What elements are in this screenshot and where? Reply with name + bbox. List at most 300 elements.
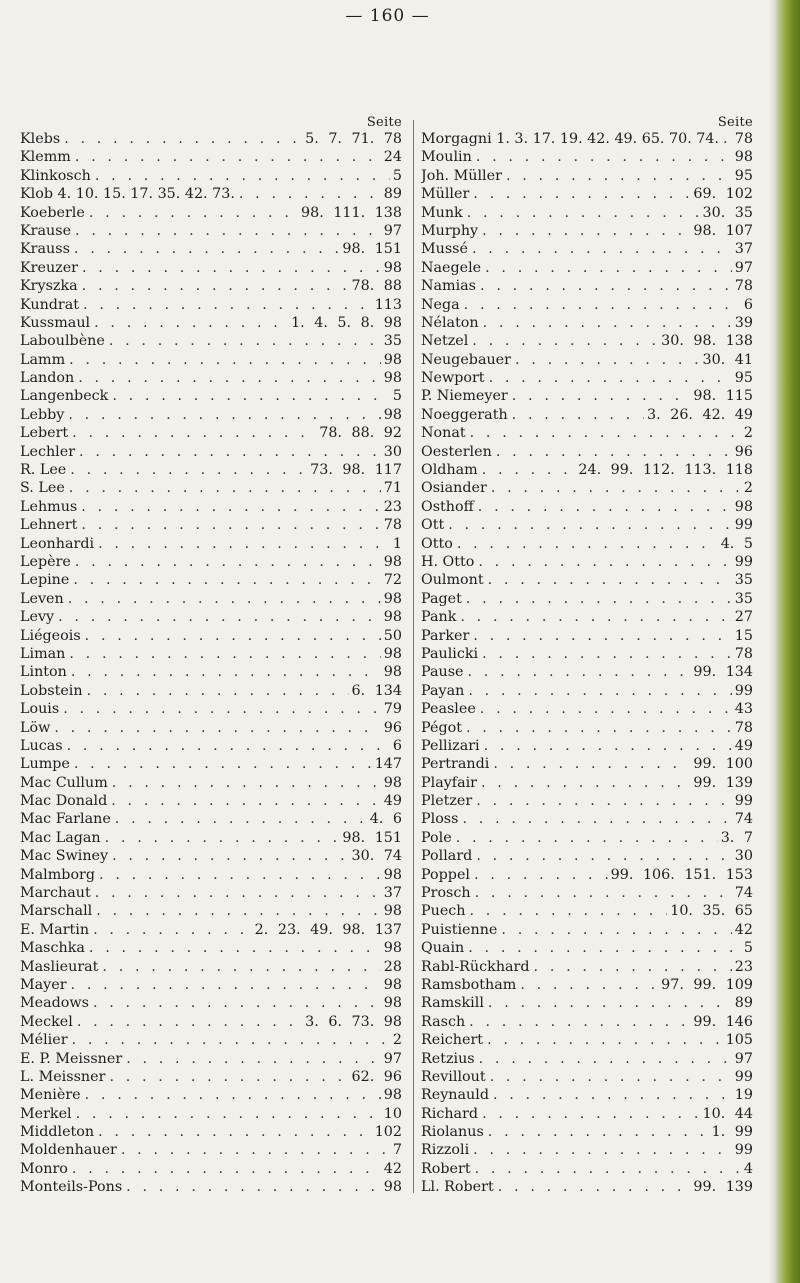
dot-leader [496,443,732,461]
index-entry [20,351,402,369]
index-entry [421,1178,753,1196]
page-number: — 160 — [345,6,430,26]
index-entry [20,387,402,405]
index-entry [421,130,753,148]
index-entry [421,222,753,240]
dot-leader [482,222,690,240]
dot-leader [472,332,658,350]
dot-leader [67,737,390,755]
dot-leader [99,866,381,884]
index-entry [20,571,402,589]
dot-leader [121,1141,390,1159]
dot-leader [63,700,381,718]
entry-pages: 5 [392,388,402,405]
entry-name: Riolanus [421,1124,484,1141]
entry-pages: 74 [734,885,753,902]
dot-leader [464,296,741,314]
entry-pages: 96 [734,443,753,460]
entry-name: Maslieurat [20,958,99,975]
entry-pages: 5 [392,167,402,184]
entry-name: Otto [421,535,453,552]
entry-name: Ramsbotham [421,976,517,993]
entry-list [421,130,753,1197]
entry-name: Pellizari [421,737,480,754]
index-entry [20,185,402,203]
entry-name: Monteils-Pons [20,1179,123,1196]
entry-pages: 98 [383,553,402,570]
entry-pages: 98 [383,590,402,607]
index-entry [421,1105,753,1123]
dot-leader [112,774,381,792]
dot-leader [476,148,732,166]
index-entry [20,259,402,277]
entry-name: Mac Lagan [20,829,101,846]
entry-pages: 98. 111. 138 [301,204,402,221]
index-entry [20,921,402,939]
entry-name: Louis [20,701,60,718]
entry-pages: 79 [383,701,402,718]
index-entry [20,498,402,516]
index-entry [20,1105,402,1123]
entry-pages: 102 [374,1124,402,1141]
entry-name: Moulin [421,149,472,166]
entry-pages: 30 [383,443,402,460]
entry-pages: 69. 102 [693,186,753,203]
dot-leader [69,351,381,369]
entry-pages: 30. 98. 138 [661,333,753,350]
index-entry [421,1031,753,1049]
entry-name: Quain [421,940,465,957]
entry-pages: 98. 115 [693,388,753,405]
index-entry [421,296,753,314]
entry-name: P. Niemeyer [421,388,508,405]
entry-name: Ramskill [421,995,484,1012]
index-entry [421,185,753,203]
entry-name: Löw [20,719,51,736]
index-entry [421,1068,753,1086]
entry-pages: 30. 41 [702,351,753,368]
dot-leader [476,792,732,810]
dot-leader [476,847,731,865]
dot-leader [483,314,732,332]
entry-name: Leonhardi [20,535,95,552]
entry-name: Krauss [20,241,70,258]
entry-pages: 10 [383,1105,402,1122]
entry-pages: 78. 88. 92 [319,425,402,442]
index-entry [20,1031,402,1049]
index-entry [421,1141,753,1159]
entry-name: Middleton [20,1124,95,1141]
entry-pages: 1. 99 [711,1124,753,1141]
index-entry [421,1086,753,1104]
index-entry [421,1050,753,1068]
entry-pages: 10. 35. 65 [670,903,753,920]
dot-leader [456,829,718,847]
dot-leader [105,829,340,847]
entry-pages: 98 [734,149,753,166]
entry-name: Nélaton [421,314,479,331]
entry-pages: 97 [734,1050,753,1067]
entry-pages: 97. 99. 109 [661,976,753,993]
index-entry [20,1123,402,1141]
entry-pages: 28 [383,958,402,975]
index-entry [20,663,402,681]
index-entry [421,847,753,865]
entry-pages: 4. 6 [369,811,402,828]
dot-leader [493,755,690,773]
entry-pages: 39 [734,314,753,331]
dot-leader [470,902,668,920]
index-entry [20,130,402,148]
dot-leader [109,332,381,350]
entry-name: Monro [20,1160,68,1177]
index-entry [20,1050,402,1068]
entry-name: Nega [421,296,460,313]
index-entry [421,259,753,277]
index-entry [20,535,402,553]
column-divider [413,120,414,1193]
entry-pages: 73. 98. 117 [310,462,402,479]
entry-name: Lobstein [20,682,83,699]
column-header-seite: Seite [717,115,753,130]
entry-pages: 5. 7. 71. 78 [305,131,402,147]
index-entry [20,296,402,314]
dot-leader [109,1068,348,1086]
entry-pages: 98 [383,1179,402,1196]
entry-name: Mayer [20,976,67,993]
entry-name: Meckel [20,1013,73,1030]
index-entry [20,866,402,884]
index-entry [421,204,753,222]
entry-pages: 37 [734,241,753,258]
index-entry [20,958,402,976]
entry-pages: 6. 134 [351,682,402,699]
dot-leader [506,167,732,185]
entry-pages: 96 [383,719,402,736]
entry-pages: 78 [734,131,753,147]
entry-pages: 30. 35 [702,204,753,221]
entry-name: Murphy [421,222,479,239]
entry-pages: 89 [734,995,753,1012]
dot-leader [95,884,381,902]
dot-leader [82,277,349,295]
index-entry [421,829,753,847]
entry-name: Kreuzer [20,259,79,276]
entry-pages: 98 [383,351,402,368]
entry-name: E. P. Meissner [20,1050,123,1067]
entry-name: Lebby [20,406,65,423]
entry-pages: 105 [725,1032,753,1049]
dot-leader [71,976,381,994]
dot-leader [482,461,576,479]
entry-name: Reynauld [421,1087,489,1104]
entry-pages: 99. 139 [693,1179,753,1196]
dot-leader [69,645,380,663]
index-entry [20,1178,402,1196]
index-entry [421,167,753,185]
dot-leader [72,1160,381,1178]
index-entry [20,222,402,240]
dot-leader [111,792,381,810]
entry-name: Pégot [421,719,462,736]
index-entry [20,240,402,258]
entry-pages: 35 [734,590,753,607]
entry-name: Ott [421,517,445,534]
dot-leader [75,553,381,571]
entry-name: Osthoff [421,498,474,515]
entry-pages: 74 [734,811,753,828]
dot-leader [475,884,732,902]
entry-name: Lechler [20,443,76,460]
dot-leader [54,719,380,737]
entry-pages: 99 [734,1068,753,1085]
dot-leader [93,994,381,1012]
entry-name: Joh. Müller [421,167,502,184]
entry-pages: 30 [734,848,753,865]
dot-leader [102,958,380,976]
entry-pages: 98 [383,940,402,957]
entry-pages: 78 [734,719,753,736]
entry-name: Payan [421,682,465,699]
entry-name: Revillout [421,1068,486,1085]
dot-leader [448,516,732,534]
entry-pages: 98 [383,406,402,423]
index-entry [20,884,402,902]
entry-pages: 49 [383,793,402,810]
index-entry [20,590,402,608]
dot-leader [466,719,732,737]
entry-pages: 42 [734,921,753,938]
dot-leader [501,921,731,939]
dot-leader [498,1178,691,1196]
entry-name: Ll. Robert [421,1179,494,1196]
dot-leader [468,663,691,681]
entry-pages: 62. 96 [351,1068,402,1085]
index-entry [20,443,402,461]
dot-leader [79,443,381,461]
index-entry [20,1068,402,1086]
entry-name: Klemm [20,149,71,166]
entry-name: Merkel [20,1105,72,1122]
index-entry [20,847,402,865]
index-entry [421,1123,753,1141]
entry-pages: 98 [383,995,402,1012]
entry-name: Robert [421,1160,471,1177]
entry-pages: 1. 4. 5. 8. 98 [291,314,402,331]
dot-leader [482,1105,699,1123]
index-entry [421,351,753,369]
dot-leader [479,1050,732,1068]
entry-list [20,130,402,1197]
dot-leader [480,700,732,718]
entry-pages: 147 [374,756,402,773]
entry-pages: 35 [734,572,753,589]
dot-leader [78,369,381,387]
dot-leader [481,774,690,792]
entry-name: H. Otto [421,553,475,570]
dot-leader [512,387,691,405]
index-entry [421,994,753,1012]
entry-pages: 2 [743,480,753,497]
entry-pages: 43 [734,701,753,718]
entry-pages: 27 [734,609,753,626]
index-entry [421,277,753,295]
entry-name: Leven [20,590,64,607]
dot-leader [472,240,732,258]
index-entry [421,866,753,884]
dot-leader [76,1105,381,1123]
index-entry [421,406,753,424]
dot-leader [77,1013,302,1031]
entry-pages: 98 [383,903,402,920]
entry-pages: 97 [734,259,753,276]
entry-pages: 2 [743,425,753,442]
index-entry [20,939,402,957]
entry-pages: 98 [383,370,402,387]
dot-leader [58,608,381,626]
dot-leader [72,1031,390,1049]
column-header-seite: Seite [366,115,402,130]
entry-name: Munk [421,204,463,221]
entry-name: Mac Cullum [20,774,108,791]
index-entry [421,608,753,626]
entry-pages: 3. 6. 73. 98 [305,1013,402,1030]
index-entry [20,332,402,350]
entry-name: Kundrat [20,296,80,313]
entry-pages: 3. 26. 42. 49 [647,406,753,423]
index-entry [20,516,402,534]
index-entry [20,1013,402,1031]
entry-pages: 99. 100 [693,756,753,773]
dot-leader [493,1086,732,1104]
dot-leader [89,204,298,222]
index-entry [20,479,402,497]
dot-leader [126,1050,381,1068]
entry-name: Menière [20,1087,81,1104]
dot-leader [69,479,381,497]
entry-pages: 98 [383,1087,402,1104]
entry-name: S. Lee [20,480,65,497]
dot-leader [73,571,380,589]
index-entry [421,535,753,553]
entry-pages: 99 [734,793,753,810]
dot-leader [98,535,390,553]
entry-name: Pause [421,664,464,681]
dot-leader [75,222,381,240]
entry-pages: 78. 88 [351,278,402,295]
entry-pages: 6 [743,296,753,313]
index-entry [20,829,402,847]
dot-leader [93,921,252,939]
index-entry [20,424,402,442]
dot-leader [82,259,381,277]
entry-pages: 42 [383,1160,402,1177]
dot-leader [460,608,731,626]
entry-name: Rabl-Rückhard [421,958,530,975]
entry-pages: 19 [734,1087,753,1104]
entry-name: Netzel [421,333,469,350]
entry-name: Oulmont [421,572,484,589]
dot-leader [112,847,348,865]
entry-name: Parker [421,627,470,644]
entry-pages: 72 [383,572,402,589]
entry-name: Lehnert [20,517,78,534]
entry-name: E. Martin [20,921,90,938]
index-entry [421,387,753,405]
entry-name: Puistienne [421,921,498,938]
index-entry [421,958,753,976]
entry-pages: 6 [392,737,402,754]
entry-pages: 98 [734,498,753,515]
dot-leader [474,866,608,884]
entry-name: Laboulbène [20,333,105,350]
index-entry [421,939,753,957]
index-entry [20,204,402,222]
dot-leader [489,369,732,387]
entry-pages: 98 [383,866,402,883]
dot-leader [484,737,732,755]
index-entry [421,240,753,258]
entry-name: Meadows [20,995,89,1012]
index-entry [421,424,753,442]
entry-name: Neugebauer [421,351,511,368]
entry-name: Puech [421,903,466,920]
entry-pages: 78 [734,645,753,662]
dot-leader [468,939,741,957]
index-entry [20,994,402,1012]
entry-name: Lebert [20,425,69,442]
entry-name: Richard [421,1105,479,1122]
entry-name: Levy [20,609,55,626]
dot-leader [126,1178,381,1196]
index-entry [421,700,753,718]
entry-name: Pletzer [421,793,473,810]
index-entry [421,479,753,497]
entry-pages: 95 [734,167,753,184]
entry-pages: 99 [734,517,753,534]
entry-name: Playfair [421,774,478,791]
entry-name: Pole [421,829,452,846]
entry-pages: 15 [734,627,753,644]
dot-leader [98,1123,372,1141]
entry-name: Liman [20,645,66,662]
index-entry [20,774,402,792]
dot-leader [462,810,731,828]
dot-leader [475,1160,741,1178]
entry-pages: 24. 99. 112. 113. 118 [578,462,753,479]
entry-pages: 49 [734,737,753,754]
dot-leader [68,590,381,608]
entry-pages: 99 [734,1142,753,1159]
entry-name: Naegele [421,259,482,276]
index-entry [20,148,402,166]
index-entry [20,810,402,828]
entry-pages: 1 [392,535,402,552]
entry-name: Kussmaul [20,314,91,331]
index-entry [20,369,402,387]
entry-pages: 98 [383,259,402,276]
entry-name: Pertrandi [421,756,490,773]
entry-pages: 37 [383,885,402,902]
entry-name: Ploss [421,811,459,828]
dot-leader [85,1086,381,1104]
entry-name: Landon [20,370,75,387]
entry-name: Lucas [20,737,63,754]
entry-name: Langenbeck [20,388,109,405]
entry-pages: 98. 151 [342,829,402,846]
entry-name: Lehmus [20,498,78,515]
entry-name: Malmborg [20,866,96,883]
